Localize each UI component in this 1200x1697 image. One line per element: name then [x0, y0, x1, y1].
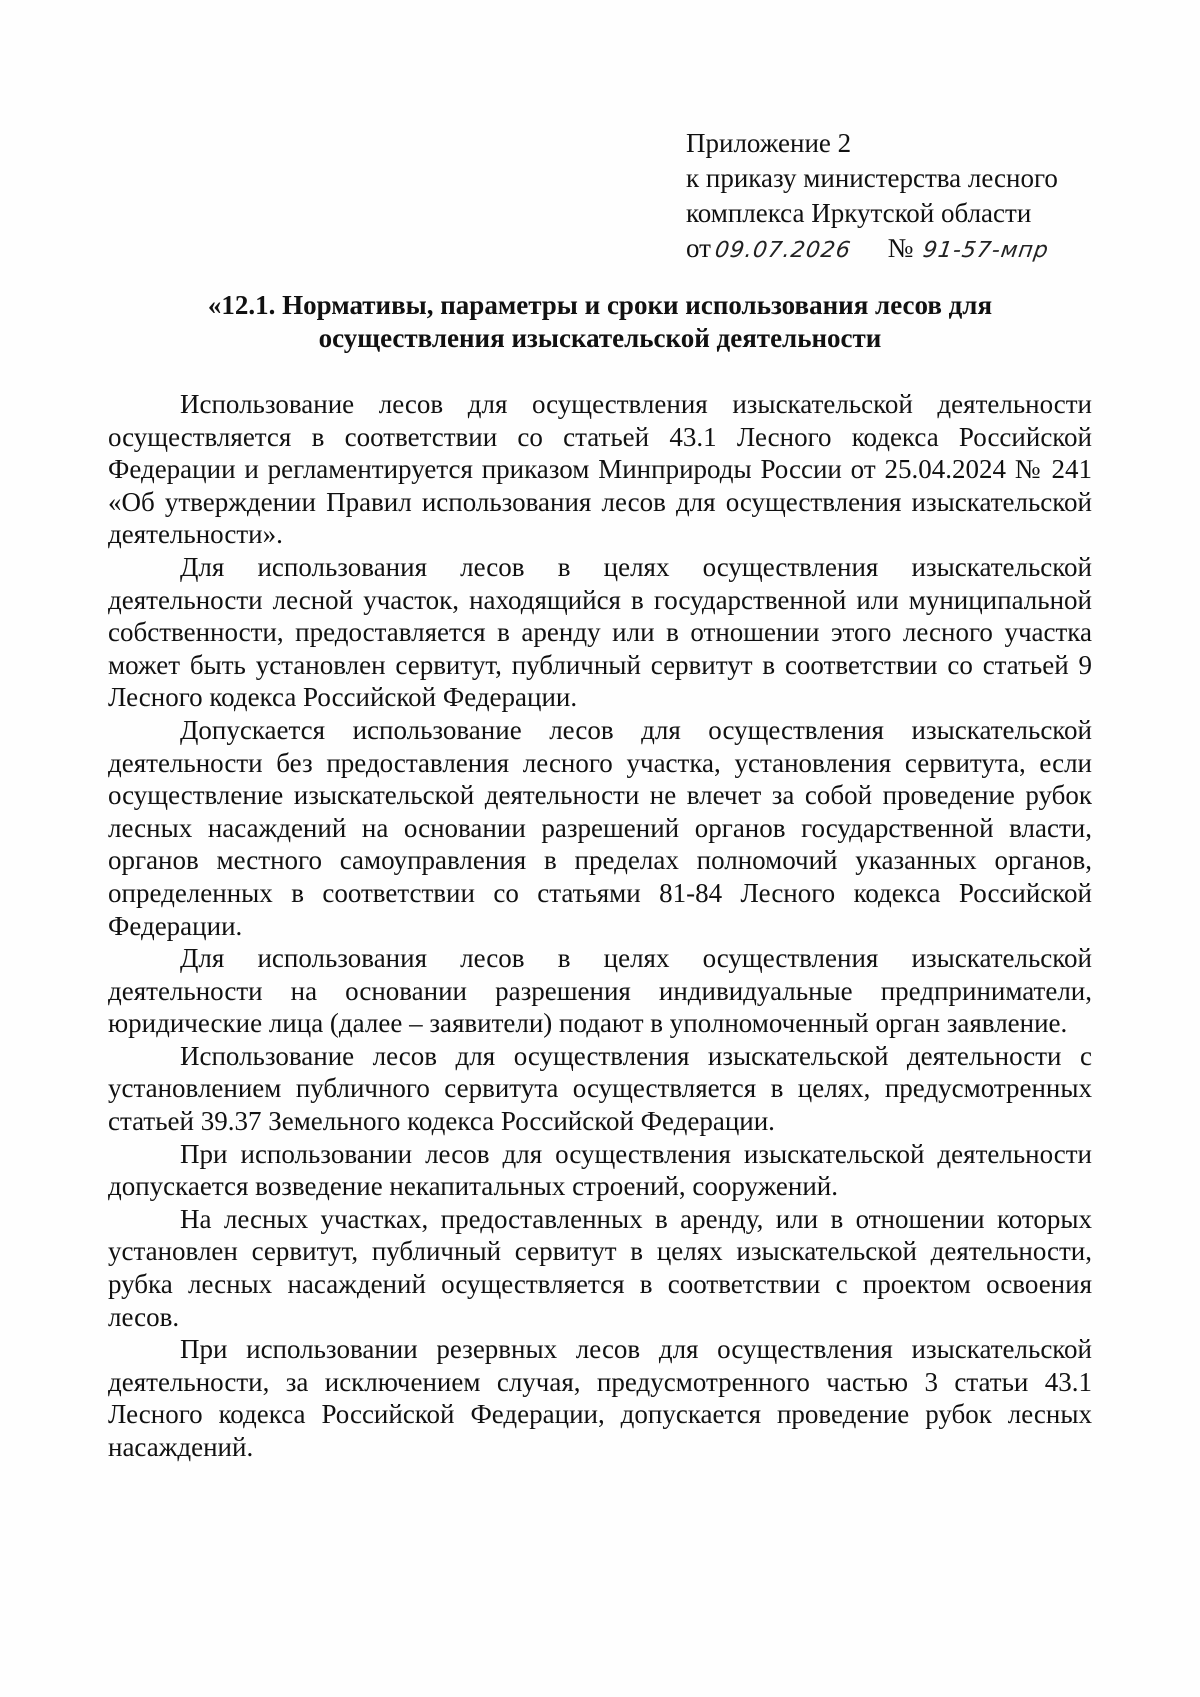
paragraph-3: Допускается использование лесов для осуществления изыскательской деятельности без предоставления лесного участка, установления сервитута, если осуществление изыскательской деятельности не влечет за собой проведение рубок лесных насаждений на основании разрешений органов государственной власти, органов местного самоуправления в пределах полномочий указанных органов, определенных в соответствии со статьями 81-84 Лесного кодекса Российской Федерации. [108, 714, 1092, 941]
section-title-line-1: «12.1. Нормативы, параметры и сроки использования лесов для [207, 290, 993, 320]
document-body [108, 388, 1092, 1464]
appendix-line-1: Приложение 2 [686, 128, 852, 158]
number-prefix: № [887, 233, 914, 263]
section-title [110, 289, 1090, 355]
handwritten-date: 09.07.2026 [713, 238, 853, 263]
paragraph-1: Использование лесов для осуществления изыскательской деятельности осуществляется в соответствии со статьей 43.1 Лесного кодекса Российской Федерации и регламентируется приказом Минприроды России от 25.04.2024 № 241 «Об утверждении Правил использования лесов для осуществления изыскательской деятельности». [108, 389, 1092, 550]
section-title-line-2: осуществления изыскательской деятельности [318, 323, 882, 353]
appendix-date-number-line [686, 231, 1126, 268]
appendix-line-3: комплекса Иркутской области [686, 198, 1032, 228]
paragraph-5: Использование лесов для осуществления изыскательской деятельности с установлением публичного сервитута осуществляется в целях, предусмотренных статьей 39.37 Земельного кодекса Российской Федерации. [108, 1040, 1092, 1137]
handwritten-order-number: 91-57-мпр [921, 238, 1052, 263]
date-prefix: от [686, 233, 711, 263]
appendix-line-2: к приказу министерства лесного [686, 163, 1058, 193]
paragraph-6: При использовании лесов для осуществления изыскательской деятельности допускается возведение некапитальных строений, сооружений. [108, 1138, 1092, 1202]
paragraph-2: Для использования лесов в целях осуществления изыскательской деятельности лесной участок, находящийся в государственной или муниципальной собственности, предоставляется в аренду или в отношении этого лесного участка может быть установлен сервитут, публичный сервитут в соответствии со статьей 9 Лесного кодекса Российской Федерации. [108, 551, 1092, 713]
paragraph-7: На лесных участках, предоставленных в аренду, или в отношении которых установлен сервитут, публичный сервитут в целях изыскательской деятельности, рубка лесных насаждений осуществляется в соответствии с проектом освоения лесов. [108, 1203, 1092, 1332]
paragraph-4: Для использования лесов в целях осуществления изыскательской деятельности на основании разрешения индивидуальные предприниматели, юридические лица (далее – заявители) подают в уполномоченный орган заявление. [108, 943, 1092, 1039]
appendix-header [686, 126, 1126, 268]
paragraph-8: При использовании резервных лесов для осуществления изыскательской деятельности, за исключением случая, предусмотренного частью 3 статьи 43.1 Лесного кодекса Российской Федерации, допускается проведение рубок лесных насаждений. [108, 1334, 1092, 1462]
